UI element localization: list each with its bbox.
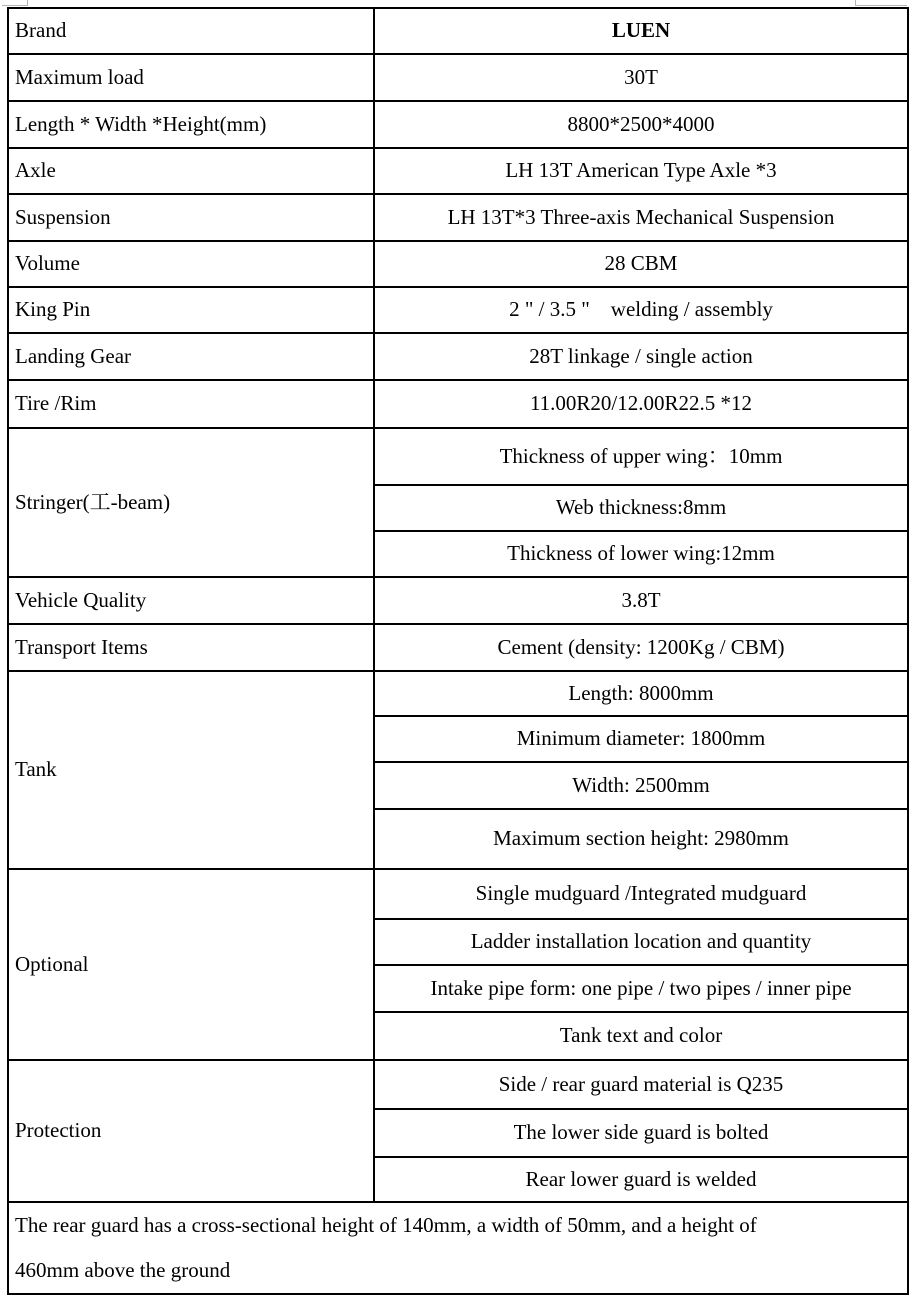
row-tank-label: Tank	[8, 671, 374, 869]
row-brand	[8, 8, 908, 54]
row-stringer-value-3: Thickness of lower wing:12mm	[374, 531, 908, 577]
row-transport-items	[8, 624, 908, 671]
row-tank-value-4: Maximum section height: 2980mm	[374, 809, 908, 869]
row-axle	[8, 148, 908, 194]
row-vehicle-quality-label: Vehicle Quality	[8, 577, 374, 624]
row-landing-gear	[8, 333, 908, 380]
row-tire-rim	[8, 380, 908, 428]
row-volume-value: 28 CBM	[374, 241, 908, 287]
row-king-pin-label: King Pin	[8, 287, 374, 333]
row-vehicle-quality-value: 3.8T	[374, 577, 908, 624]
row-protection-value-2: The lower side guard is bolted	[374, 1109, 908, 1157]
row-note	[8, 1202, 908, 1294]
row-protection-value-3: Rear lower guard is welded	[374, 1157, 908, 1202]
row-protection-label: Protection	[8, 1060, 374, 1202]
row-tank	[8, 671, 908, 716]
note-line-2: 460mm above the ground	[15, 1258, 231, 1282]
row-optional	[8, 869, 908, 919]
row-tank-value-1: Length: 8000mm	[374, 671, 908, 716]
screen-edge-artifact-left	[2, 0, 28, 6]
row-stringer-value-1: Thickness of upper wing：10mm	[374, 428, 908, 485]
row-stringer	[8, 428, 908, 485]
row-optional-value-2: Ladder installation location and quantity	[374, 919, 908, 965]
note-cell	[8, 1202, 908, 1294]
row-optional-label: Optional	[8, 869, 374, 1060]
row-maximum-load	[8, 54, 908, 101]
screen-edge-artifact-right	[855, 0, 907, 6]
row-dimensions	[8, 101, 908, 148]
row-tank-value-3: Width: 2500mm	[374, 762, 908, 809]
row-king-pin	[8, 287, 908, 333]
row-transport-items-label: Transport Items	[8, 624, 374, 671]
row-stringer-value-2: Web thickness:8mm	[374, 485, 908, 531]
row-transport-items-value: Cement (density: 1200Kg / CBM)	[374, 624, 908, 671]
row-tank-value-2: Minimum diameter: 1800mm	[374, 716, 908, 762]
row-suspension	[8, 194, 908, 241]
row-suspension-value: LH 13T*3 Three-axis Mechanical Suspension	[374, 194, 908, 241]
row-king-pin-value: 2 " / 3.5 " welding / assembly	[374, 287, 908, 333]
row-suspension-label: Suspension	[8, 194, 374, 241]
row-maximum-load-label: Maximum load	[8, 54, 374, 101]
row-maximum-load-value: 30T	[374, 54, 908, 101]
row-optional-value-1: Single mudguard /Integrated mudguard	[374, 869, 908, 919]
row-stringer-label: Stringer(工-beam)	[8, 428, 374, 577]
row-dimensions-value: 8800*2500*4000	[374, 101, 908, 148]
row-volume	[8, 241, 908, 287]
row-landing-gear-value: 28T linkage / single action	[374, 333, 908, 380]
row-dimensions-label: Length * Width *Height(mm)	[8, 101, 374, 148]
row-axle-value: LH 13T American Type Axle *3	[374, 148, 908, 194]
row-protection-value-1: Side / rear guard material is Q235	[374, 1060, 908, 1109]
row-protection	[8, 1060, 908, 1109]
row-brand-value: LUEN	[374, 8, 908, 54]
row-tire-rim-label: Tire /Rim	[8, 380, 374, 428]
row-tire-rim-value: 11.00R20/12.00R22.5 *12	[374, 380, 908, 428]
row-brand-label: Brand	[8, 8, 374, 54]
row-optional-value-3: Intake pipe form: one pipe / two pipes / inner pipe	[374, 965, 908, 1012]
row-landing-gear-label: Landing Gear	[8, 333, 374, 380]
row-axle-label: Axle	[8, 148, 374, 194]
row-volume-label: Volume	[8, 241, 374, 287]
row-optional-value-4: Tank text and color	[374, 1012, 908, 1060]
row-vehicle-quality	[8, 577, 908, 624]
note-line-1: The rear guard has a cross-sectional height of 140mm, a width of 50mm, and a height of	[15, 1213, 757, 1237]
spec-table	[7, 7, 909, 1295]
